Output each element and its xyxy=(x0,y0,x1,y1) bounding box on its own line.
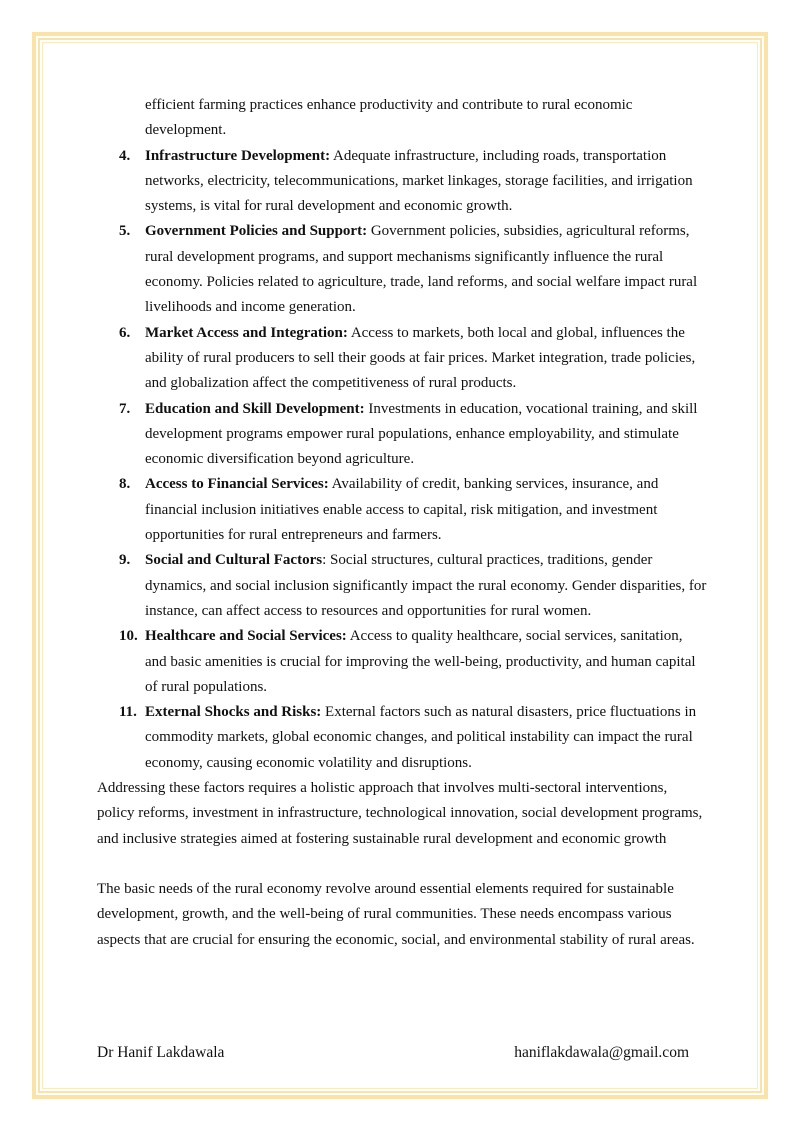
factors-list xyxy=(97,144,707,776)
list-item xyxy=(97,397,707,473)
footer-email: haniflakdawala@gmail.com xyxy=(514,1044,689,1061)
page-body xyxy=(97,93,707,953)
list-text: Government policies, subsidies, agricultural reforms, rural development programs, and support mechanisms significantly influence the rural economy. Policies related to agriculture, trade, land reforms, and social welfare impact rural livelihoods and income generation. xyxy=(145,223,698,316)
summary-paragraph: Addressing these factors requires a holistic approach that involves multi-sectoral interventions, policy reforms, investment in infrastructure, technological innovation, social development programs, and inclusive strategies aimed at fostering sustainable rural development and economic growth xyxy=(97,780,703,847)
list-text: : Social structures, cultural practices, traditions, gender dynamics, and social inclusion significantly impact the rural economy. Gender disparities, for instance, can affect access to resources and opportunities for rural women. xyxy=(145,552,707,619)
list-number: 6. xyxy=(119,324,131,341)
list-text: Access to quality healthcare, social services, sanitation, and basic amenities is crucial for improving the well-being, productivity, and human capital of rural populations. xyxy=(145,628,696,695)
list-term: Market Access and Integration: xyxy=(145,324,348,341)
list-text: Adequate infrastructure, including roads, transportation networks, electricity, telecommunications, market linkages, storage facilities, and irrigation systems, is vital for rural development and economic growth. xyxy=(145,147,693,215)
list-number: 7. xyxy=(119,400,131,417)
list-term: Access to Financial Services: xyxy=(145,476,329,493)
list-text: External factors such as natural disasters, price fluctuations in commodity markets, global economic changes, and political instability can impact the rural economy, causing economic volatility and disruptions. xyxy=(145,704,697,771)
list-text: Investments in education, vocational training, and skill development programs empower rural populations, enhance employability, and stimulate economic diversification beyond agriculture. xyxy=(145,400,698,468)
list-text: Access to markets, both local and global, influences the ability of rural producers to sell their goods at fair prices. Market integration, trade policies, and globalization affect the competitiveness of rural products. xyxy=(145,324,696,392)
list-item xyxy=(97,144,707,220)
list-item xyxy=(97,219,707,320)
list-item xyxy=(97,624,707,700)
list-term: Infrastructure Development: xyxy=(145,147,331,164)
list-term: Government Policies and Support: xyxy=(145,223,368,240)
footer-author: Dr Hanif Lakdawala xyxy=(97,1044,225,1061)
list-item xyxy=(97,700,707,776)
paragraph-spacer xyxy=(97,852,707,877)
list-item xyxy=(97,548,707,624)
list-term: Education and Skill Development: xyxy=(145,400,365,417)
list-item xyxy=(97,321,707,397)
basic-needs-paragraph: The basic needs of the rural economy revolve around essential elements required for sustainable development, growth, and the well-being of rural communities. These needs encompass various aspects that are crucial for ensuring the economic, social, and environmental stability of rural areas. xyxy=(97,880,695,948)
list-term: Healthcare and Social Services: xyxy=(145,628,347,645)
list-number: 8. xyxy=(119,476,131,493)
list-text: Availability of credit, banking services, insurance, and financial inclusion initiatives enable access to capital, risk mitigation, and investment opportunities for rural entrepreneurs and farmers. xyxy=(145,476,659,544)
list-item xyxy=(97,472,707,548)
list-number: 9. xyxy=(119,552,131,569)
list-item-continuation: efficient farming practices enhance productivity and contribute to rural economic development. xyxy=(145,97,633,139)
list-term: Social and Cultural Factors xyxy=(145,552,323,569)
list-number: 5. xyxy=(119,223,131,240)
list-number: 11. xyxy=(119,704,137,721)
list-term: External Shocks and Risks: xyxy=(145,704,322,721)
list-number: 10. xyxy=(119,628,138,645)
page-footer xyxy=(97,1044,689,1062)
list-number: 4. xyxy=(119,147,131,164)
